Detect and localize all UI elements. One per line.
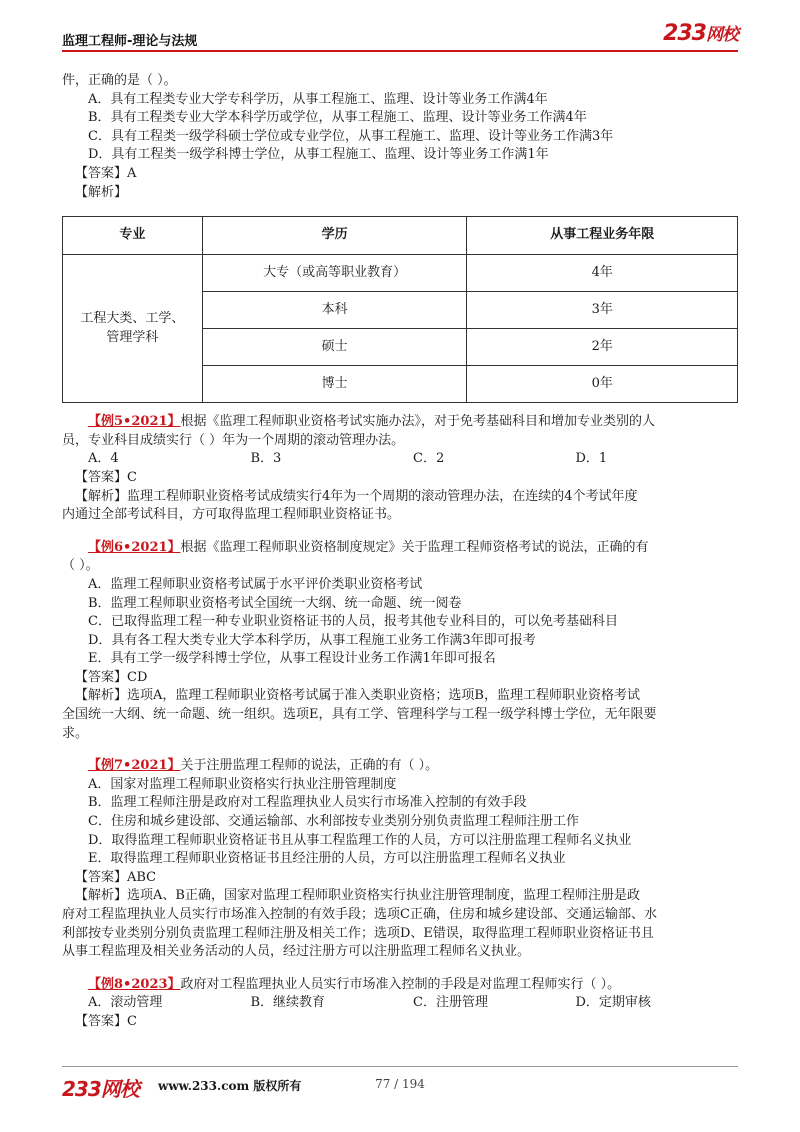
q5-analysis-line-2: 内通过全部考试科目，方可取得监理工程师职业资格证书。	[62, 507, 401, 523]
table-cell-years: 4年	[467, 255, 738, 292]
q7-analysis-line-1: 【解析】选项A、B正确，国家对监理工程师职业资格实行执业注册管理制度，监理工程师注册是政	[75, 888, 640, 904]
q6-option-b: B．监理工程师职业资格考试全国统一大纲、统一命题、统一阅卷	[88, 595, 462, 611]
table-cell-degree: 博士	[202, 366, 467, 403]
category-line-2: 管理学科	[106, 329, 159, 345]
q7-stem-text: 关于注册监理工程师的说法，正确的有（ ）。	[180, 758, 439, 774]
q5-option-d: D．1	[575, 451, 608, 467]
q6-analysis-line-1: 【解析】选项A，监理工程师职业资格考试属于准入类职业资格；选项B，监理工程师职业资格考试	[75, 688, 640, 704]
q6-stem-line-1	[62, 539, 738, 558]
q6-stem-line-2: （ ）。	[62, 558, 99, 574]
q6-option-d: D．具有各工程大类专业大学本科学历，从事工程施工业务工作满3年即可报考	[88, 632, 536, 648]
q6-stem-text: 根据《监理工程师职业资格制度规定》关于监理工程师资格考试的说法，正确的有	[180, 539, 649, 555]
intro-option-d: D．具有工程类一级学科博士学位，从事工程施工、监理、设计等业务工作满1年	[88, 147, 549, 163]
intro-analysis: 【解析】	[75, 184, 128, 200]
q8-option-d: D．定期审核	[575, 995, 651, 1011]
logo-main: 233	[663, 21, 706, 46]
q5-stem-line-1	[62, 413, 738, 432]
q7-analysis-line-3: 利部按专业类别分别负责监理工程师注册及相关工作；选项D、E错误，取得监理工程师职业资格证书且	[62, 925, 654, 941]
q5-tag: 【例5•2021】	[88, 414, 181, 430]
intro-option-b: B．具有工程类专业大学本科学历或学位，从事工程施工、监理、设计等业务工作满4年	[88, 110, 587, 126]
q5-stem-text: 根据《监理工程师职业资格考试实施办法》，对于免考基础科目和增加专业类别的人	[180, 414, 656, 430]
q7-stem	[62, 757, 738, 776]
q5-option-a: A．4	[88, 451, 119, 467]
q7-option-a: A．国家对监理工程师职业资格实行执业注册管理制度	[88, 776, 397, 792]
q7-option-c: C．住房和城乡建设部、交通运输部、水利部按专业类别分别负责监理工程师注册工作	[88, 814, 579, 830]
table-cell-degree: 本科	[202, 292, 467, 329]
q7-tag: 【例7•2021】	[88, 758, 181, 774]
q6-option-a: A．监理工程师职业资格考试属于水平评价类职业资格考试	[88, 576, 423, 592]
q8-option-c: C．注册管理	[413, 995, 488, 1011]
intro-option-c: C．具有工程类一级学科硕士学位或专业学位，从事工程施工、监理、设计等业务工作满3年	[88, 128, 614, 144]
footer-copyright: www.233.com 版权所有	[158, 1079, 302, 1093]
page-content	[62, 72, 738, 1032]
table-cell-degree: 大专（或高等职业教育）	[202, 255, 467, 292]
q5-stem-line-2: 员，专业科目成绩实行（ ）年为一个周期的滚动管理办法。	[62, 432, 405, 448]
q6-answer: 【答案】CD	[75, 669, 148, 685]
q7-option-b: B．监理工程师注册是政府对工程监理执业人员实行市场准入控制的有效手段	[88, 795, 527, 811]
page-number: 77 / 194	[375, 1077, 425, 1091]
table-header-years: 从事工程业务年限	[467, 217, 738, 255]
logo-sub: 网校	[706, 25, 738, 45]
q6-analysis-line-3: 求。	[62, 725, 89, 741]
q5-analysis-line-1: 【解析】监理工程师职业资格考试成绩实行4年为一个周期的滚动管理办法，在连续的4个考试年度	[75, 488, 638, 504]
q7-option-d: D．取得监理工程师职业资格证书且从事工程监理工作的人员，方可以注册监理工程师名义执业	[88, 832, 632, 848]
q5-options	[62, 450, 738, 469]
q8-tag: 【例8•2023】	[88, 976, 181, 992]
q7-option-e: E．取得监理工程师职业资格证书且经注册的人员，方可以注册监理工程师名义执业	[88, 851, 566, 867]
q8-options	[62, 994, 738, 1013]
footer-logo: 233网校	[62, 1077, 139, 1101]
q8-answer: 【答案】C	[75, 1013, 137, 1029]
q6-option-e: E．具有工学一级学科博士学位，从事工程设计业务工作满1年即可报名	[88, 651, 496, 667]
table-cell-years: 0年	[467, 366, 738, 403]
table-header-row	[63, 217, 738, 255]
q7-analysis-line-4: 从事工程监理及相关业务活动的人员，经过注册方可以注册监理工程师名义执业。	[62, 944, 531, 960]
table-header-degree: 学历	[202, 217, 467, 255]
experience-table	[62, 216, 738, 403]
q5-option-b: B．3	[250, 451, 282, 467]
table-cell-years: 3年	[467, 292, 738, 329]
intro-answer: 【答案】A	[75, 165, 137, 181]
page-header	[62, 21, 738, 52]
intro-option-a: A．具有工程类专业大学专科学历，从事工程施工、监理、设计等业务工作满4年	[88, 91, 548, 107]
q7-answer: 【答案】ABC	[75, 869, 157, 885]
brand-logo	[663, 20, 738, 46]
q6-option-c: C．已取得监理工程一种专业职业资格证书的人员，报考其他专业科目的，可以免考基础科目	[88, 614, 618, 630]
intro-stem-tail: 件，正确的是（ ）。	[62, 73, 177, 88]
q6-tag: 【例6•2021】	[88, 539, 181, 555]
header-title: 监理工程师-理论与法规	[62, 34, 198, 49]
q8-stem	[62, 976, 738, 995]
table-header-major: 专业	[63, 217, 203, 255]
q8-stem-text: 政府对工程监理执业人员实行市场准入控制的手段是对监理工程师实行（ ）。	[180, 976, 621, 992]
table-cell-years: 2年	[467, 329, 738, 366]
table-cell-degree: 硕士	[202, 329, 467, 366]
q6-analysis-line-2: 全国统一大纲、统一命题、统一组织。选项E，具有工学、管理科学与工程一级学科博士学位，无年限要	[62, 707, 657, 723]
page-footer	[62, 1066, 738, 1101]
category-line-1: 工程大类、工学、	[80, 311, 185, 327]
q5-option-c: C．2	[413, 451, 445, 467]
table-category-cell	[63, 255, 203, 403]
q8-option-b: B．继续教育	[250, 995, 326, 1011]
q8-option-a: A．滚动管理	[88, 995, 163, 1011]
table-row	[63, 255, 738, 292]
q7-analysis-line-2: 府对工程监理执业人员实行市场准入控制的有效手段；选项C正确，住房和城乡建设部、交通运输部、水	[62, 907, 657, 922]
q5-answer: 【答案】C	[75, 469, 137, 485]
